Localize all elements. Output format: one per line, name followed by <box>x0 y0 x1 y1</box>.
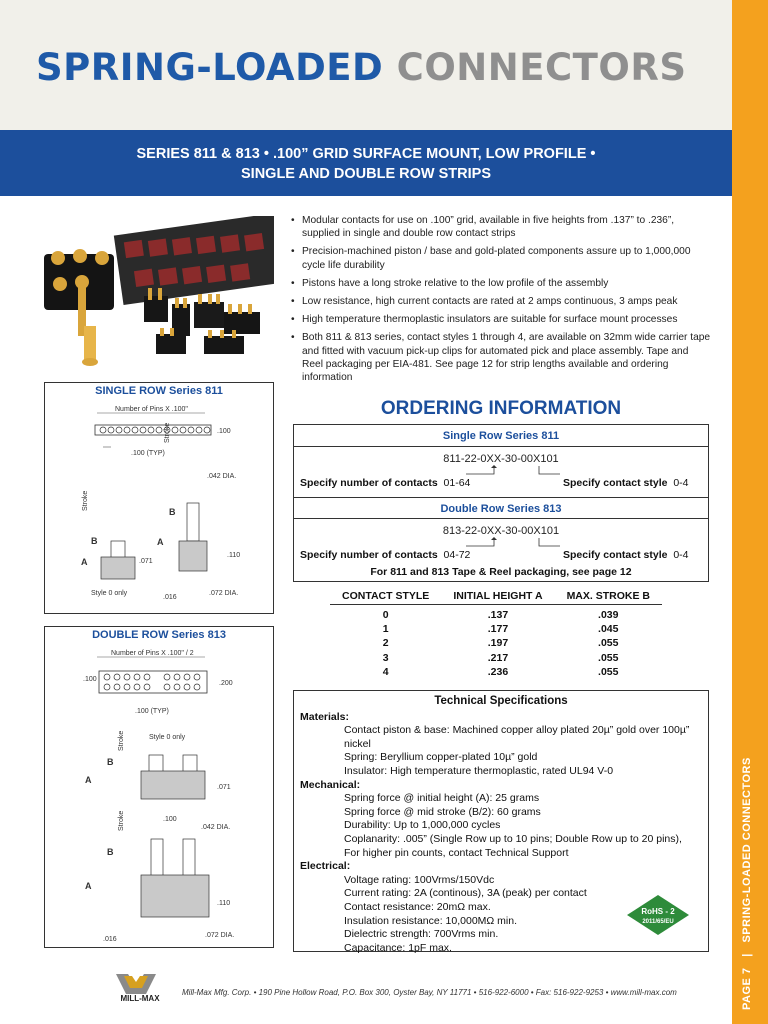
column-header: MAX. STROKE B <box>555 588 662 605</box>
electrical-heading: Electrical: <box>300 860 351 873</box>
feature-item: • Precision-machined piston / base and gold-plated components assure up to 1,000,000 cycle life durability <box>291 245 711 271</box>
sidebar-text <box>741 757 753 1010</box>
dim-100-typ: .100 (TYP) <box>135 708 169 715</box>
style-label: Specify contact style <box>563 477 668 489</box>
double-row-title: DOUBLE ROW Series 813 <box>92 629 226 641</box>
contacts-label: Specify number of contacts <box>300 549 438 561</box>
part-number-arrows <box>294 537 708 547</box>
label-b: B <box>169 507 176 517</box>
dim-100: .100 <box>217 428 231 435</box>
spec-line: Coplanarity: .005” (Single Row up to 10 pins; Double Row up to 20 pins), <box>344 832 682 845</box>
style-note: Style 0 only <box>149 734 186 741</box>
label-a: A <box>85 881 92 891</box>
pins-label: Number of Pins X .100" / 2 <box>111 650 194 657</box>
tape-note: For 811 and 813 Tape & Reel packaging, see page 12 <box>370 566 632 578</box>
label-a: A <box>85 775 92 785</box>
spec-line: Spring force @ initial height (A): 25 grams <box>344 792 540 805</box>
table-row: 1 .177 .045 <box>382 623 619 636</box>
dim-100-typ: .100 (TYP) <box>131 450 165 457</box>
style-range: 0-4 <box>673 477 689 489</box>
rohs-badge <box>627 895 689 935</box>
spec-line: Dielectric strength: 700Vrms min. <box>344 928 499 941</box>
stroke-label: Stroke <box>118 730 125 751</box>
label-a: A <box>81 557 88 567</box>
double-spec-line <box>294 547 708 565</box>
spec-line: Insulator: High temperature thermoplastic, rated UL94 V-0 <box>344 764 614 777</box>
feature-item: • Both 811 & 813 series, contact styles 1 through 4, are available on 32mm wide carrier tape and fitted with vacuum pick-up clips for automated pick and place assembly. Tape and Reel packaging per EIA-481. See page 12 for strip lengths available and ordering information <box>291 331 711 384</box>
spec-line: Contact piston & base: Machined copper alloy plated 20µ” gold over 100µ” nickel <box>344 724 690 750</box>
mechanical-heading: Mechanical: <box>300 778 361 791</box>
footer-address: Mill-Max Mfg. Corp. • 190 Pine Hollow Road, P.O. Box 300, Oyster Bay, NY 11771 • 516-922-6000 • Fax: 516-922-9253 • www.mill-max.com <box>182 988 677 997</box>
dim-100: .100 <box>83 676 97 683</box>
spec-line: Spring: Beryllium copper-plated 10µ” gold <box>344 751 538 764</box>
table-row: 2 .197 .055 <box>382 637 619 650</box>
dim-016: .016 <box>103 936 117 943</box>
spec-line: Durability: Up to 1,000,000 cycles <box>344 819 501 832</box>
dim-042: .042 DIA. <box>201 824 231 831</box>
column-header: CONTACT STYLE <box>330 588 441 605</box>
spec-line: Capacitance: 1pF max. <box>344 941 452 954</box>
single-row-title: SINGLE ROW Series 811 <box>95 385 223 397</box>
dim-042: .042 DIA. <box>207 473 237 480</box>
ordering-box <box>293 424 709 582</box>
label-a: A <box>157 537 164 547</box>
page-title <box>36 46 686 89</box>
dim-071: .071 <box>217 784 231 791</box>
dim-016: .016 <box>163 594 177 601</box>
spec-line: Voltage rating: 100Vrms/150Vdc <box>344 873 495 886</box>
part-number-arrows <box>294 465 708 475</box>
style-note: Style 0 only <box>91 590 128 597</box>
table-row: 4 .236 .055 <box>382 665 619 678</box>
style-label: Specify contact style <box>563 549 668 561</box>
single-row-drawing <box>44 382 274 614</box>
dim-110: .110 <box>217 900 231 907</box>
contacts-range: 04-72 <box>443 549 471 561</box>
dim-072: .072 DIA. <box>205 932 235 939</box>
dim-071: .071 <box>139 558 153 565</box>
contacts-range: 01-64 <box>443 477 471 489</box>
spec-line: Current rating: 2A (continous), 3A (peak) per contact <box>344 887 587 900</box>
contacts-label: Specify number of contacts <box>300 477 438 489</box>
rohs-line2: 2011/65/EU <box>642 919 674 925</box>
table-header-row <box>330 588 662 605</box>
logo-text: MILL-MAX <box>120 994 160 1002</box>
title-part2: CONNECTORS <box>396 46 687 89</box>
banner-line2: SINGLE AND DOUBLE ROW STRIPS <box>241 166 491 182</box>
single-spec-line <box>294 475 708 493</box>
spec-line: Spring force @ mid stroke (B/2): 60 grams <box>344 805 541 818</box>
spec-line: Contact resistance: 20mΩ max. <box>344 900 491 913</box>
feature-item: • High temperature thermoplastic insulators are suitable for surface mount processes <box>291 313 711 326</box>
feature-list <box>291 214 711 389</box>
pins-label: Number of Pins X .100" <box>115 406 188 413</box>
title-part1: SPRING-LOADED <box>36 46 384 89</box>
banner-line1: SERIES 811 & 813 • .100” GRID SURFACE MOUNT, LOW PROFILE • <box>136 146 596 162</box>
spec-line: For higher pin counts, contact Technical Support <box>344 846 569 859</box>
contact-style-table <box>330 588 662 679</box>
table-row: 0 .137 .039 <box>382 609 619 621</box>
label-b: B <box>91 536 98 546</box>
materials-heading: Materials: <box>300 710 350 723</box>
feature-item: • Pistons have a long stroke relative to the low profile of the assembly <box>291 277 711 290</box>
dim-072: .072 DIA. <box>209 590 239 597</box>
double-row-ordering-title: Double Row Series 813 <box>294 497 708 519</box>
dim-200: .200 <box>219 680 233 687</box>
product-photo <box>44 216 274 368</box>
double-part-number: 813-22-0XX-30-00X101 <box>442 525 560 537</box>
dim-100: .100 <box>163 816 177 823</box>
label-b: B <box>107 757 114 767</box>
rohs-line1: RoHS - 2 <box>641 907 675 916</box>
double-row-drawing <box>44 626 274 948</box>
label-b: B <box>107 847 114 857</box>
header <box>0 0 732 130</box>
dim-110: .110 <box>227 552 241 559</box>
stroke-label: Stroke <box>82 490 89 511</box>
single-row-ordering-title: Single Row Series 811 <box>294 425 708 447</box>
feature-item: • Low resistance, high current contacts are rated at 2 amps continuous, 3 amps peak <box>291 295 711 308</box>
feature-item: • Modular contacts for use on .100” grid, available in five heights from .137” to .236”, supplied in single and double row contact strips <box>291 214 711 240</box>
sidebar-section: SPRING-LOADED CONNECTORS <box>741 757 753 943</box>
table-row: 3 .217 .055 <box>382 651 619 664</box>
stroke-label: Stroke <box>164 422 171 443</box>
ordering-heading: ORDERING INFORMATION <box>380 398 622 419</box>
sidebar-separator: | <box>741 953 753 957</box>
column-header: INITIAL HEIGHT A <box>441 588 554 605</box>
stroke-label: Stroke <box>118 810 125 831</box>
page-number: PAGE 7 <box>741 967 753 1010</box>
series-banner <box>0 130 732 196</box>
mill-max-logo <box>106 972 174 1002</box>
spec-line: Insulation resistance: 10,000MΩ min. <box>344 914 518 927</box>
sidebar <box>732 0 768 1024</box>
single-part-number: 811-22-0XX-30-00X101 <box>443 453 559 465</box>
style-range: 0-4 <box>673 549 689 561</box>
tech-specs-title: Technical Specifications <box>434 695 568 707</box>
